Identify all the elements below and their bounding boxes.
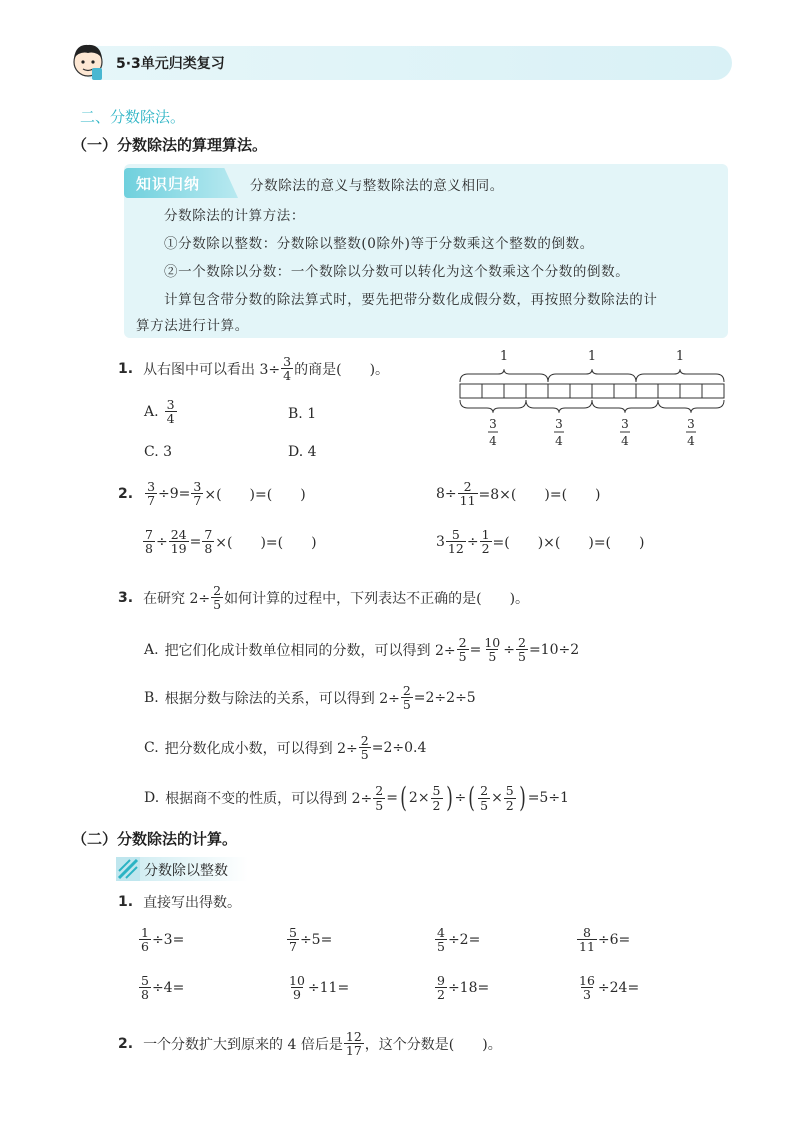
fraction: $\frac{10}{9}$: [289, 973, 305, 1003]
calc-item: $\frac{8}{11}$ ÷6=: [579, 925, 631, 955]
fraction: $\frac{5}{7}$: [289, 925, 297, 955]
part1-title: （一）分数除法的算理算法。: [72, 136, 268, 154]
fraction: $\frac{2}{5}$: [480, 783, 489, 813]
question-3: 3. 在研究 2÷ $\frac{2}{5}$ 如何计算的过程中，下列表达不正确的是( )。: [118, 583, 530, 613]
option-a[interactable]: A. 把它们化成计数单位相同的分数，可以得到 2÷ $\frac{2}{5}$ = $\frac{10}{5}$ ÷ $\frac{2}{5}$ =10÷2: [144, 635, 580, 665]
calc-item: $\frac{5}{7}$ ÷5=: [289, 925, 333, 955]
question-text: 从右图中可以看出 3÷: [143, 361, 281, 378]
brace: [636, 369, 724, 382]
brace: [592, 400, 658, 413]
fraction: $\frac{1}{6}$: [141, 925, 149, 955]
brace-label-denominator: 4: [555, 434, 563, 448]
question-number: 3.: [118, 589, 134, 606]
fraction: $\frac{10}{5}$: [484, 635, 501, 665]
option-a[interactable]: A. $\frac{3}{4}$: [144, 397, 175, 427]
paren: ): [518, 781, 526, 814]
calc-item: $\frac{5}{8}$ ÷4=: [141, 973, 185, 1003]
knowledge-line: 分数除法的意义与整数除法的意义相同。: [250, 178, 504, 194]
fraction: $\frac{3}{7}$: [193, 479, 202, 509]
fraction: $\frac{3}{4}$: [283, 354, 292, 384]
fraction: $\frac{1}{2}$: [481, 527, 490, 557]
option-c[interactable]: C. 把分数化成小数，可以得到 2÷ $\frac{2}{5}$ =2÷0.4: [144, 733, 427, 763]
brace: [658, 400, 724, 413]
fraction: $\frac{3}{7}$: [147, 479, 156, 509]
calc-item: $\frac{16}{3}$ ÷24=: [579, 973, 640, 1003]
question-1: [118, 355, 389, 382]
brace: [460, 400, 526, 413]
p2-question-2: 2. 一个分数扩大到原来的 4 倍后是 $\frac{12}{17}$ ，这个分数是( )。: [118, 1029, 502, 1059]
fraction: $\frac{5}{12}$: [447, 527, 464, 557]
brace-label-numerator: 3: [555, 417, 563, 431]
question-2a: 2. $\frac{3}{7}$ ÷9= $\frac{3}{7}$ ×( )=( ): [118, 479, 306, 509]
question-number: 1.: [118, 360, 134, 377]
fraction: $\frac{5}{2}$: [505, 783, 514, 813]
fraction: $\frac{7}{8}$: [204, 527, 213, 557]
brace-label: 1: [587, 349, 597, 364]
section-title: 二、分数除法。: [80, 108, 186, 126]
pencil-ruler-icon: [116, 857, 140, 881]
option-c[interactable]: C. 3: [144, 444, 173, 460]
question-number: 2.: [118, 1035, 134, 1052]
question-number: 2.: [118, 485, 134, 502]
fraction: $\frac{12}{17}$: [345, 1029, 362, 1059]
knowledge-line: 分数除法的计算方法：: [164, 208, 305, 224]
fraction: $\frac{16}{3}$: [579, 973, 595, 1003]
paren: (: [468, 781, 475, 814]
option-d[interactable]: D. 根据商不变的性质，可以得到 2÷ $\frac{2}{5}$ = ( 2× $\frac{5}{2}$ ) ÷ ( $\frac{2}{5}$ × $\frac{5}{2}$ ) =5÷1: [144, 781, 569, 814]
brace: [548, 369, 636, 382]
fraction: $\frac{2}{5}$: [517, 635, 526, 665]
p2-question-1: 1. 直接写出得数。: [118, 894, 242, 911]
paren: ): [445, 781, 453, 814]
brace-label-denominator: 4: [621, 434, 629, 448]
knowledge-tab-label: 知识归纳: [136, 175, 201, 193]
knowledge-line: 算方法进行计算。: [136, 318, 249, 334]
question-2d: 3 $\frac{5}{12}$ ÷ $\frac{1}{2}$ =( )×( )=( ): [436, 527, 645, 557]
option-b[interactable]: B. 根据分数与除法的关系，可以得到 2÷ $\frac{2}{5}$ =2÷2÷5: [144, 683, 476, 713]
question-number: 1.: [118, 894, 134, 910]
fraction: $\frac{3}{4}$: [166, 397, 175, 427]
student-avatar-icon: [66, 38, 110, 82]
brace-label-numerator: 3: [621, 417, 629, 431]
brace: [460, 369, 548, 382]
brace-label-numerator: 3: [687, 417, 695, 431]
question-text: 的商是( )。: [294, 361, 390, 378]
brace-label-denominator: 4: [687, 434, 695, 448]
brace-label-denominator: 4: [489, 434, 497, 448]
fraction: $\frac{4}{5}$: [437, 925, 445, 955]
option-b[interactable]: B. 1: [288, 406, 317, 422]
fraction: $\frac{2}{11}$: [459, 479, 476, 509]
fraction: $\frac{2}{5}$: [458, 635, 467, 665]
calc-item: $\frac{10}{9}$ ÷11=: [289, 973, 350, 1003]
question-2b: 8÷ $\frac{2}{11}$ =8×( )=( ): [436, 479, 601, 509]
calc-item: $\frac{4}{5}$ ÷2=: [437, 925, 481, 955]
fraction-diagram: [452, 344, 742, 454]
knowledge-line: ②一个数除以分数：一个数除以分数可以转化为这个数乘这个分数的倒数。: [164, 264, 630, 280]
fraction: $\frac{2}{5}$: [360, 733, 369, 763]
question-2c: $\frac{7}{8}$ ÷ $\frac{24}{19}$ = $\frac{7}{8}$ ×( )=( ): [145, 527, 317, 557]
fraction: $\frac{7}{8}$: [145, 527, 153, 557]
subsection-title: 分数除以整数: [144, 863, 228, 879]
fraction: $\frac{5}{2}$: [432, 783, 441, 813]
fraction: $\frac{8}{11}$: [579, 925, 595, 955]
fraction: $\frac{9}{2}$: [437, 973, 445, 1003]
brace-label-numerator: 3: [489, 417, 497, 431]
fraction: $\frac{2}{5}$: [213, 583, 222, 613]
knowledge-line: 计算包含带分数的除法算式时，要先把带分数化成假分数，再按照分数除法的计: [164, 292, 658, 308]
fraction: $\frac{5}{8}$: [141, 973, 149, 1003]
brace: [526, 400, 592, 413]
part2-title: （二）分数除法的计算。: [72, 830, 238, 848]
fraction: $\frac{24}{19}$: [170, 527, 187, 557]
header-title: 5·3单元归类复习: [116, 56, 225, 72]
paren: (: [400, 781, 407, 814]
brace-label: 1: [499, 349, 509, 364]
fraction: $\frac{2}{5}$: [375, 783, 384, 813]
calc-item: $\frac{9}{2}$ ÷18=: [437, 973, 490, 1003]
brace-label: 1: [675, 349, 685, 364]
fraction: $\frac{2}{5}$: [402, 683, 411, 713]
option-d[interactable]: D. 4: [288, 444, 317, 460]
knowledge-line: ①分数除以整数：分数除以整数(0除外)等于分数乘这个整数的倒数。: [164, 236, 594, 252]
calc-item: $\frac{1}{6}$ ÷3=: [141, 925, 185, 955]
